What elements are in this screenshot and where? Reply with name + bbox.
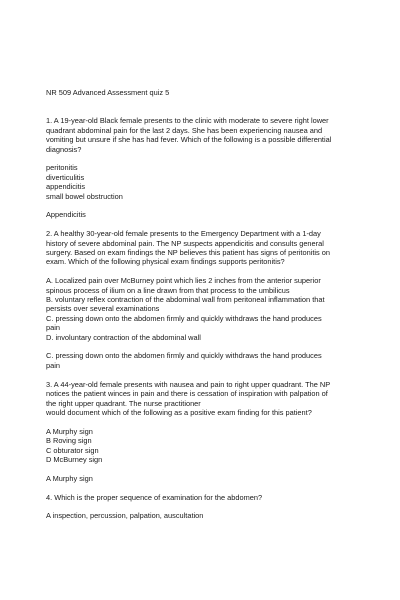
answer-option: diverticulitis [46, 172, 85, 182]
question-stem-line: would document which of the following as a positive exam finding for this patient? [46, 407, 312, 417]
question-stem-line: the right upper quadrant. The nurse practitioner [46, 398, 201, 408]
answer-option: D McBurney sign [46, 454, 103, 464]
answer-options [46, 427, 362, 465]
correct-answer-line: pain [46, 360, 60, 370]
correct-answer-line: A Murphy sign [46, 473, 93, 483]
paragraph-gap [46, 220, 362, 229]
correct-answer-line: A inspection, percussion, palpation, auscultation [46, 511, 204, 521]
paragraph-gap [46, 342, 362, 351]
answer-options [46, 276, 362, 342]
question-stem-line: vomiting but unsure if she has had fever. Which of the following is a possible differential [46, 135, 332, 145]
paragraph-gap [46, 201, 362, 210]
question-stem-line: exam. Which of the following physical exam findings supports peritonitis? [46, 257, 285, 267]
page-title: NR 509 Advanced Assessment quiz 5 [46, 88, 170, 97]
correct-answer-line: C. pressing down onto the abdomen firmly and quickly withdraws the hand produces [46, 351, 322, 361]
answer-option: D. involuntary contraction of the abdominal wall [46, 332, 201, 342]
question-stem-line: 4. Which is the proper sequence of examination for the abdomen? [46, 492, 263, 502]
correct-answer [46, 474, 362, 483]
question-block [46, 493, 362, 521]
question-stem-line: surgery. Based on exam findings the NP believes this patient has signs of peritonitis on [46, 248, 331, 258]
paragraph-gap [46, 483, 362, 492]
answer-option: C obturator sign [46, 445, 99, 455]
question-stem [46, 380, 362, 418]
question-stem-line: 2. A healthy 30-year-old female presents to the Emergency Department with a 1-day [46, 229, 321, 239]
question-stem-line: history of severe abdominal pain. The NP suspects appendicitis and consults general [46, 238, 324, 248]
question-list [46, 116, 362, 520]
paragraph-gap [46, 267, 362, 276]
question-stem-line: quadrant abdominal pain for the last 2 days. She has been experiencing nausea and [46, 125, 323, 135]
correct-answer [46, 511, 362, 520]
question-block [46, 229, 362, 379]
answer-option: C. pressing down onto the abdomen firmly and quickly withdraws the hand produces [46, 313, 322, 323]
correct-answer-line: Appendicitis [46, 210, 86, 220]
correct-answer [46, 210, 362, 219]
answer-option: B Roving sign [46, 436, 92, 446]
paragraph-gap [46, 370, 362, 379]
answer-option: persists over several examinations [46, 304, 160, 314]
answer-option: A. Localized pain over McBurney point which lies 2 inches from the anterior superior [46, 276, 321, 286]
question-block [46, 116, 362, 229]
correct-answer [46, 351, 362, 370]
answer-option: small bowel obstruction [46, 191, 123, 201]
question-stem [46, 229, 362, 267]
question-stem-line: diagnosis? [46, 144, 82, 154]
question-stem [46, 493, 362, 502]
paragraph-gap [46, 502, 362, 511]
answer-options [46, 163, 362, 201]
paragraph-gap [46, 154, 362, 163]
answer-option: B. voluntary reflex contraction of the abdominal wall from peritoneal inflammation that [46, 295, 325, 305]
answer-option: appendicitis [46, 182, 86, 192]
question-stem [46, 116, 362, 154]
answer-option: A Murphy sign [46, 426, 93, 436]
question-block [46, 380, 362, 493]
question-stem-line: 3. A 44-year-old female presents with nausea and pain to right upper quadrant. The NP [46, 379, 331, 389]
document-page [46, 88, 362, 521]
answer-option: spinous process of ilium on a line drawn from that process to the umbilicus [46, 285, 290, 295]
paragraph-gap [46, 464, 362, 473]
answer-option: pain [46, 323, 60, 333]
question-stem-line: notices the patient winces in pain and there is cessation of inspiration with palpation of [46, 389, 328, 399]
answer-option: peritonitis [46, 163, 78, 173]
question-stem-line: 1. A 19-year-old Black female presents to the clinic with moderate to severe right lower [46, 116, 329, 126]
paragraph-gap [46, 417, 362, 426]
